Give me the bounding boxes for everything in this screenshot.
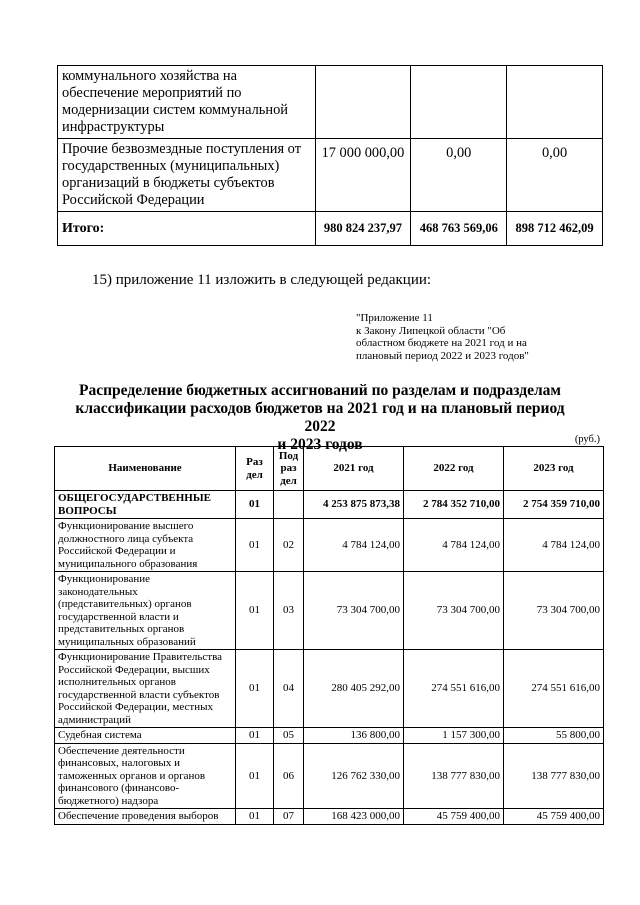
row-podrazdel: 06 — [274, 743, 304, 809]
appendix-line: к Закону Липецкой области "Об — [356, 324, 506, 337]
table-row — [58, 66, 603, 139]
value-2022 — [411, 66, 507, 139]
row-name: коммунального хозяйства на обеспечение мероприятий по модернизации систем коммунальной инфраструктуры — [58, 66, 316, 139]
table-row — [58, 139, 603, 212]
row-razdel: 01 — [236, 491, 274, 519]
row-name: ОБЩЕГОСУДАРСТВЕННЫЕ ВОПРОСЫ — [55, 491, 236, 519]
row-2021: 136 800,00 — [304, 728, 404, 744]
row-razdel: 01 — [236, 809, 274, 825]
value-2023 — [507, 66, 603, 139]
row-podrazdel: 07 — [274, 809, 304, 825]
appendix-line: "Приложение 11 — [356, 312, 433, 324]
table-header-row — [55, 447, 604, 491]
row-2023: 138 777 830,00 — [504, 743, 604, 809]
row-2023: 73 304 700,00 — [504, 572, 604, 650]
document-title — [60, 382, 580, 454]
row-2021: 4 784 124,00 — [304, 519, 404, 572]
row-podrazdel: 02 — [274, 519, 304, 572]
row-razdel: 01 — [236, 728, 274, 744]
row-2021: 280 405 292,00 — [304, 650, 404, 728]
table-row — [55, 572, 604, 650]
header-razdel: Раз дел — [236, 447, 274, 491]
table-row — [55, 743, 604, 809]
total-label: Итого: — [58, 212, 316, 246]
row-2022: 45 759 400,00 — [404, 809, 504, 825]
row-2023: 55 800,00 — [504, 728, 604, 744]
table-row — [55, 809, 604, 825]
total-2021: 980 824 237,97 — [315, 212, 411, 246]
row-podrazdel — [274, 491, 304, 519]
row-2021: 73 304 700,00 — [304, 572, 404, 650]
row-name: Судебная система — [55, 728, 236, 744]
appendix-line: плановый период 2022 и 2023 годов" — [356, 349, 529, 362]
row-2022: 4 784 124,00 — [404, 519, 504, 572]
row-name: Функционирование законодательных (представительных) органов государственной власти и представительных органов муниципальных образований — [55, 572, 236, 650]
row-podrazdel: 04 — [274, 650, 304, 728]
amendment-item-15: 15) приложение 11 изложить в следующей редакции: — [92, 272, 432, 288]
row-name: Функционирование Правительства Российской Федерации, высших исполнительных органов государственной власти субъектов Российской Федерации, местных администраций — [55, 650, 236, 728]
row-2021: 4 253 875 873,38 — [304, 491, 404, 519]
table-row — [55, 491, 604, 519]
row-2023: 4 784 124,00 — [504, 519, 604, 572]
row-razdel: 01 — [236, 743, 274, 809]
title-line: классификации расходов бюджетов на 2021 год и на плановый период 2022 — [75, 400, 565, 435]
header-name: Наименование — [55, 447, 236, 491]
appendix-reference — [356, 312, 616, 362]
table-row — [55, 519, 604, 572]
row-2022: 138 777 830,00 — [404, 743, 504, 809]
title-line: и 2023 годов — [277, 436, 363, 453]
row-2021: 126 762 330,00 — [304, 743, 404, 809]
row-2023: 2 754 359 710,00 — [504, 491, 604, 519]
row-2021: 168 423 000,00 — [304, 809, 404, 825]
row-name: Обеспечение проведения выборов — [55, 809, 236, 825]
value-2021 — [315, 66, 411, 139]
row-name: Функционирование высшего должностного лица субъекта Российской Федерации и муниципального образования — [55, 519, 236, 572]
total-2022: 468 763 569,06 — [411, 212, 507, 246]
row-podrazdel: 05 — [274, 728, 304, 744]
row-2022: 73 304 700,00 — [404, 572, 504, 650]
value-2021: 17 000 000,00 — [315, 139, 411, 212]
row-2023: 45 759 400,00 — [504, 809, 604, 825]
appendix-line: областном бюджете на 2021 год и на — [356, 337, 527, 349]
total-2023: 898 712 462,09 — [507, 212, 603, 246]
total-row — [58, 212, 603, 246]
value-2022: 0,00 — [411, 139, 507, 212]
budget-allocation-table — [54, 446, 604, 825]
table-row — [55, 728, 604, 744]
header-2021: 2021 год — [304, 447, 404, 491]
row-2022: 274 551 616,00 — [404, 650, 504, 728]
row-2022: 2 784 352 710,00 — [404, 491, 504, 519]
row-razdel: 01 — [236, 650, 274, 728]
row-name: Прочие безвозмездные поступления от государственных (муниципальных) организаций в бюджеты субъектов Российской Федерации — [58, 139, 316, 212]
header-podrazdel: Под раз дел — [274, 447, 304, 491]
row-razdel: 01 — [236, 572, 274, 650]
table-row — [55, 650, 604, 728]
row-podrazdel: 03 — [274, 572, 304, 650]
row-2023: 274 551 616,00 — [504, 650, 604, 728]
revenue-continuation-table — [57, 65, 603, 246]
title-line: Распределение бюджетных ассигнований по разделам и подразделам — [79, 382, 561, 399]
row-name: Обеспечение деятельности финансовых, налоговых и таможенных органов и органов финансового (финансово-бюджетного) надзора — [55, 743, 236, 809]
currency-unit: (руб.) — [574, 434, 600, 445]
header-2022: 2022 год — [404, 447, 504, 491]
header-2023: 2023 год — [504, 447, 604, 491]
row-2022: 1 157 300,00 — [404, 728, 504, 744]
row-razdel: 01 — [236, 519, 274, 572]
value-2023: 0,00 — [507, 139, 603, 212]
